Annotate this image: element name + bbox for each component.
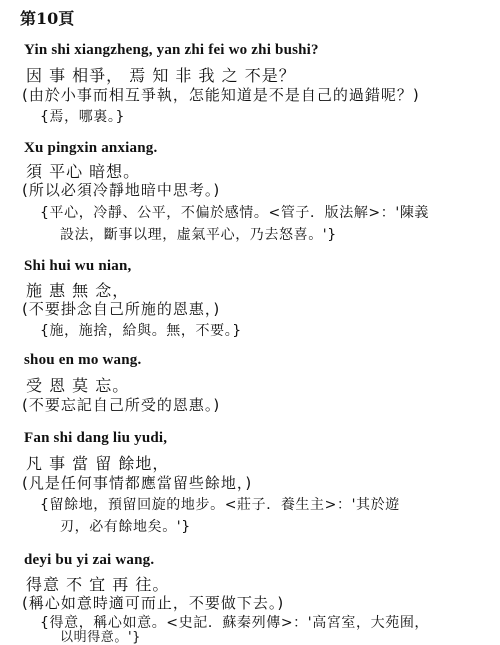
entry-3-translation: (不要掛念自己所施的恩惠，) <box>22 300 221 318</box>
entry-6-text: 得意 不 宜 再 往。 <box>26 575 170 594</box>
entry-5-note-line-2: 刃，必有餘地矣。'} <box>60 519 191 535</box>
entry-2-note-line-1: {平心，冷靜、公平，不偏於感情。<管子．版法解>：'陳義 <box>40 205 430 221</box>
entry-1-pinyin: Yin shi xiangzheng, yan zhi fei wo zhi bushi? <box>24 42 319 58</box>
entry-1-translation: (由於小事而相互爭執，怎能知道是不是自己的過錯呢？) <box>22 86 420 104</box>
entry-4-text: 受 恩 莫 忘。 <box>26 376 130 395</box>
entry-2-translation: (所以必須冷靜地暗中思考。) <box>22 181 221 199</box>
entry-5-translation: (凡是任何事情都應當留些餘地，) <box>22 474 253 492</box>
entry-3-note: {施，施捨，給與。無，不要。} <box>40 323 242 339</box>
entry-2-text: 須 平心 暗想。 <box>26 162 141 181</box>
entry-5-pinyin: Fan shi dang liu yudi, <box>24 430 168 446</box>
entry-4-translation: (不要忘記自己所受的恩惠。) <box>22 396 221 414</box>
entry-1-text: 因 事 相爭， 焉 知 非 我 之 不是？ <box>26 66 296 85</box>
entry-5-text: 凡 事 當 留 餘地， <box>26 454 170 473</box>
entry-1-note: {焉，哪裏。} <box>40 109 126 125</box>
page-number: 第10頁 <box>20 9 75 28</box>
entry-4-pinyin: shou en mo wang. <box>24 352 142 368</box>
entry-6-note-line-1: {得意，稱心如意。<史記．蘇秦列傳>：'高宮室，大苑囿， <box>40 615 430 631</box>
entry-3-text: 施 惠 無 念， <box>26 281 130 300</box>
entry-2-pinyin: Xu pingxin anxiang. <box>24 140 158 156</box>
entry-6-translation: (稱心如意時適可而止，不要做下去。) <box>22 594 285 612</box>
entry-2-note-line-2: 設法，斷事以理，虛氣平心，乃去怒喜。'} <box>60 227 337 243</box>
entry-6-note-line-2: 以明得意。'} <box>60 630 142 645</box>
entry-3-pinyin: Shi hui wu nian, <box>24 258 132 274</box>
entry-5-note-line-1: {留餘地，預留回旋的地步。<莊子．養生主>：'其於遊 <box>40 497 400 513</box>
entry-6-pinyin: deyi bu yi zai wang. <box>24 552 155 568</box>
